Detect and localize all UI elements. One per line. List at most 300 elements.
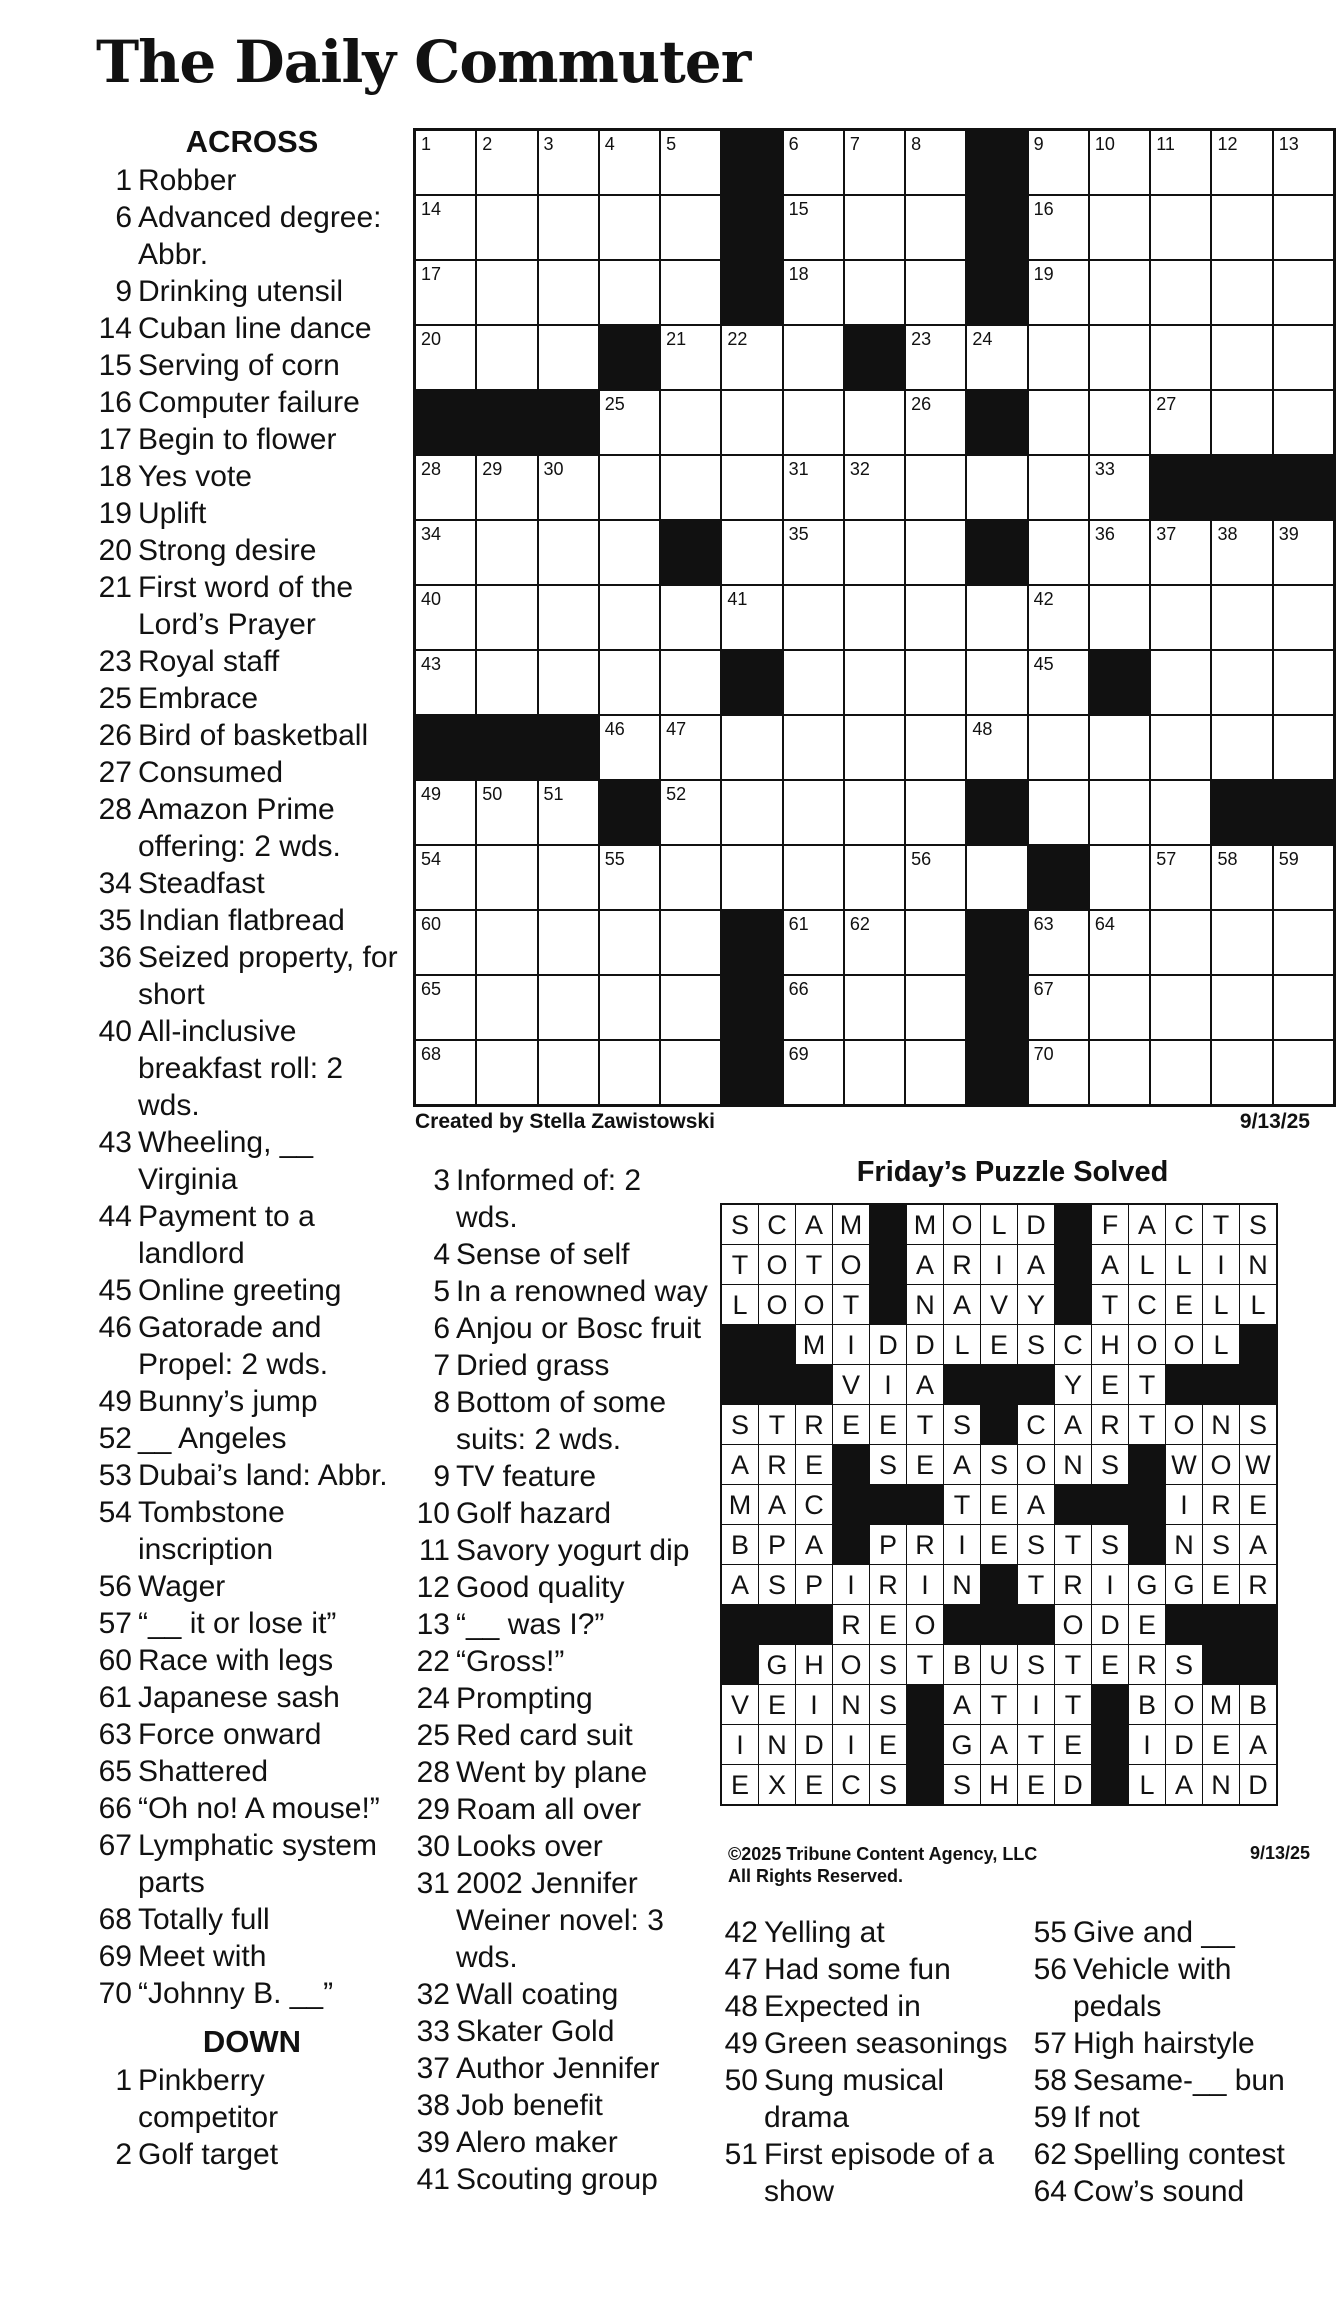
grid-cell[interactable]	[905, 715, 966, 780]
solved-letter: A	[796, 1204, 833, 1245]
grid-cell[interactable]	[1089, 845, 1150, 910]
grid-cell[interactable]	[1150, 975, 1211, 1040]
grid-cell[interactable]	[844, 390, 905, 455]
clue-item	[92, 1716, 412, 1753]
clue-item	[1027, 2173, 1327, 2210]
grid-cell[interactable]	[844, 845, 905, 910]
solved-letter: R	[1055, 1565, 1092, 1605]
clue-text: Wager	[138, 1570, 226, 1603]
solved-letter: C	[759, 1204, 796, 1245]
clue-number: 56	[98, 1570, 132, 1603]
grid-cell[interactable]	[476, 195, 537, 260]
clue-item	[410, 2087, 710, 2124]
grid-cell[interactable]	[1028, 975, 1089, 1040]
grid-cell[interactable]	[1273, 715, 1335, 780]
grid-cell[interactable]	[660, 650, 721, 715]
grid-cell[interactable]	[1150, 715, 1211, 780]
grid-cell[interactable]	[660, 715, 721, 780]
grid-cell[interactable]	[1150, 910, 1211, 975]
grid-cell[interactable]	[660, 975, 721, 1040]
black-square	[1273, 780, 1335, 845]
clue-item	[92, 902, 412, 939]
grid-cell[interactable]	[783, 390, 844, 455]
grid-cell[interactable]	[721, 325, 782, 390]
grid-cell[interactable]	[538, 1040, 599, 1106]
clue-item	[92, 717, 412, 754]
grid-cell[interactable]	[783, 910, 844, 975]
clue-text: Gatorade and Propel: 2 wds.	[138, 1311, 329, 1381]
clue-text: Prompting	[456, 1682, 593, 1715]
solved-letter: T	[721, 1245, 759, 1285]
grid-cell[interactable]	[1211, 715, 1272, 780]
grid-cell[interactable]	[1211, 845, 1272, 910]
grid-cell[interactable]	[538, 130, 599, 196]
grid-cell[interactable]	[844, 780, 905, 845]
grid-cell[interactable]	[1273, 130, 1335, 196]
grid-cell[interactable]	[844, 585, 905, 650]
grid-cell[interactable]	[660, 390, 721, 455]
grid-cell[interactable]	[538, 845, 599, 910]
cell-number: 33	[1094, 459, 1115, 479]
grid-cell[interactable]	[1089, 455, 1150, 520]
grid-cell[interactable]	[1028, 1040, 1089, 1106]
grid-cell[interactable]	[476, 520, 537, 585]
clue-text: Pinkberry competitor	[138, 2064, 279, 2134]
grid-cell[interactable]	[1089, 195, 1150, 260]
rights-line: All Rights Reserved.	[728, 1866, 904, 1886]
solved-letter: A	[759, 1485, 796, 1525]
grid-cell[interactable]	[1089, 1040, 1150, 1106]
grid-cell[interactable]	[415, 650, 477, 715]
solved-letter: E	[721, 1765, 759, 1806]
grid-cell[interactable]	[660, 845, 721, 910]
grid-cell[interactable]	[1273, 390, 1335, 455]
grid-cell[interactable]	[1089, 130, 1150, 196]
grid-cell[interactable]	[476, 910, 537, 975]
black-square	[1129, 1485, 1166, 1525]
grid-cell[interactable]	[599, 715, 660, 780]
grid-cell[interactable]	[721, 455, 782, 520]
solved-letter: H	[981, 1765, 1018, 1806]
grid-cell[interactable]	[415, 455, 477, 520]
clue-number: 1	[115, 164, 132, 197]
grid-cell[interactable]	[476, 455, 537, 520]
solved-letter: S	[1018, 1325, 1055, 1365]
grid-cell[interactable]	[966, 585, 1027, 650]
grid-cell[interactable]	[476, 1040, 537, 1106]
grid-cell[interactable]	[783, 715, 844, 780]
grid-cell[interactable]	[1150, 585, 1211, 650]
grid-cell[interactable]	[844, 975, 905, 1040]
solved-letter: L	[1203, 1325, 1240, 1365]
grid-cell[interactable]	[1273, 1040, 1335, 1106]
grid-cell[interactable]	[905, 585, 966, 650]
grid-cell[interactable]	[1150, 845, 1211, 910]
grid-cell[interactable]	[415, 780, 477, 845]
black-square	[944, 1365, 981, 1405]
grid-cell[interactable]	[599, 910, 660, 975]
solved-letter: L	[721, 1285, 759, 1325]
grid-cell[interactable]	[721, 390, 782, 455]
grid-cell[interactable]	[415, 1040, 477, 1106]
clue-number: 24	[416, 1682, 450, 1715]
grid-cell[interactable]	[538, 585, 599, 650]
grid-cell[interactable]	[783, 130, 844, 196]
grid-cell[interactable]	[1211, 195, 1272, 260]
clue-item	[1027, 2136, 1327, 2173]
grid-cell[interactable]	[905, 520, 966, 585]
grid-cell[interactable]	[783, 975, 844, 1040]
grid-cell[interactable]	[1150, 780, 1211, 845]
grid-cell[interactable]	[599, 455, 660, 520]
cell-number: 64	[1094, 914, 1115, 934]
clue-item	[92, 1124, 412, 1198]
grid-cell[interactable]	[1211, 325, 1272, 390]
clue-item	[410, 1569, 710, 1606]
grid-cell[interactable]	[1028, 260, 1089, 325]
grid-cell[interactable]	[1211, 585, 1272, 650]
grid-cell[interactable]	[660, 780, 721, 845]
clue-number: 67	[98, 1829, 132, 1862]
grid-cell[interactable]	[599, 260, 660, 325]
clue-item	[92, 421, 412, 458]
grid-cell[interactable]	[660, 260, 721, 325]
grid-cell[interactable]	[538, 195, 599, 260]
solved-letter: G	[944, 1725, 981, 1765]
grid-cell[interactable]	[476, 845, 537, 910]
grid-cell[interactable]	[1150, 1040, 1211, 1106]
grid-cell[interactable]	[660, 325, 721, 390]
grid-cell[interactable]	[599, 130, 660, 196]
clue-number: 52	[98, 1422, 132, 1455]
grid-cell[interactable]	[1028, 780, 1089, 845]
clue-item	[92, 1494, 412, 1568]
black-square	[759, 1325, 796, 1365]
clue-item	[92, 347, 412, 384]
grid-cell[interactable]	[415, 975, 477, 1040]
grid-cell[interactable]	[1273, 325, 1335, 390]
black-square	[1129, 1445, 1166, 1485]
grid-cell[interactable]	[905, 1040, 966, 1106]
grid-cell[interactable]	[783, 520, 844, 585]
grid-cell[interactable]	[1150, 325, 1211, 390]
grid-cell[interactable]	[844, 520, 905, 585]
clue-number: 27	[98, 756, 132, 789]
solved-letter: C	[833, 1765, 870, 1806]
grid-cell[interactable]	[1028, 650, 1089, 715]
grid-cell[interactable]	[660, 585, 721, 650]
clue-number: 22	[416, 1645, 450, 1678]
black-square	[907, 1725, 944, 1765]
grid-cell[interactable]	[1150, 130, 1211, 196]
grid-cell[interactable]	[844, 650, 905, 715]
solved-letter: C	[1129, 1285, 1166, 1325]
grid-cell[interactable]	[966, 650, 1027, 715]
grid-cell[interactable]	[538, 455, 599, 520]
clue-item	[92, 1753, 412, 1790]
grid-cell[interactable]	[783, 1040, 844, 1106]
grid-cell[interactable]	[905, 650, 966, 715]
grid-cell[interactable]	[599, 975, 660, 1040]
grid-cell[interactable]	[905, 845, 966, 910]
grid-cell[interactable]	[599, 390, 660, 455]
grid-cell[interactable]	[783, 845, 844, 910]
grid-cell[interactable]	[1028, 910, 1089, 975]
grid-cell[interactable]	[1089, 910, 1150, 975]
cell-number: 67	[1033, 979, 1054, 999]
grid-cell[interactable]	[905, 910, 966, 975]
grid-cell[interactable]	[905, 130, 966, 196]
clue-text: Race with legs	[138, 1644, 334, 1677]
grid-cell[interactable]	[1028, 585, 1089, 650]
grid-cell[interactable]	[1273, 195, 1335, 260]
solved-letter: I	[833, 1725, 870, 1765]
grid-cell[interactable]	[1273, 520, 1335, 585]
grid-cell[interactable]	[1211, 1040, 1272, 1106]
clue-text: Payment to a landlord	[138, 1200, 315, 1270]
black-square	[538, 715, 599, 780]
grid-cell[interactable]	[905, 975, 966, 1040]
clue-item	[92, 310, 412, 347]
grid-cell[interactable]	[844, 715, 905, 780]
grid-cell[interactable]	[1028, 130, 1089, 196]
clue-number: 56	[1033, 1953, 1067, 1986]
grid-cell[interactable]	[538, 910, 599, 975]
cell-number: 30	[543, 459, 564, 479]
grid-cell[interactable]	[1273, 650, 1335, 715]
cell-number: 13	[1278, 134, 1299, 154]
grid-cell[interactable]	[476, 780, 537, 845]
grid-cell[interactable]	[1089, 585, 1150, 650]
black-square	[599, 325, 660, 390]
grid-cell[interactable]	[415, 195, 477, 260]
clue-item	[92, 384, 412, 421]
grid-cell[interactable]	[415, 325, 477, 390]
grid-cell[interactable]	[1089, 520, 1150, 585]
black-square	[1092, 1725, 1129, 1765]
grid-cell[interactable]	[538, 260, 599, 325]
solved-letter: F	[1092, 1204, 1129, 1245]
grid-cell[interactable]	[1211, 130, 1272, 196]
solved-letter: C	[1018, 1405, 1055, 1445]
grid-cell[interactable]	[538, 520, 599, 585]
grid-cell[interactable]	[476, 130, 537, 196]
grid-cell[interactable]	[1150, 390, 1211, 455]
black-square	[1166, 1365, 1203, 1405]
grid-cell[interactable]	[1028, 195, 1089, 260]
grid-cell[interactable]	[538, 325, 599, 390]
grid-cell[interactable]	[1028, 325, 1089, 390]
clue-text: Japanese sash	[138, 1681, 340, 1714]
grid-cell[interactable]	[844, 910, 905, 975]
grid-cell[interactable]	[966, 715, 1027, 780]
grid-cell[interactable]	[476, 585, 537, 650]
black-square	[476, 715, 537, 780]
solved-letter: I	[944, 1525, 981, 1565]
clue-item	[410, 1791, 710, 1828]
grid-cell[interactable]	[905, 455, 966, 520]
grid-cell[interactable]	[660, 1040, 721, 1106]
grid-cell[interactable]	[966, 325, 1027, 390]
grid-cell[interactable]	[1273, 260, 1335, 325]
grid-cell[interactable]	[966, 845, 1027, 910]
grid-cell[interactable]	[476, 260, 537, 325]
grid-cell[interactable]	[783, 325, 844, 390]
grid-cell[interactable]	[599, 650, 660, 715]
clue-number: 37	[416, 2052, 450, 2085]
grid-cell[interactable]	[599, 195, 660, 260]
grid-cell[interactable]	[1089, 975, 1150, 1040]
grid-cell[interactable]	[721, 520, 782, 585]
clue-number: 55	[1033, 1916, 1067, 1949]
clue-text: “Johnny B. __”	[138, 1977, 334, 2010]
black-square	[966, 520, 1027, 585]
grid-cell[interactable]	[1089, 780, 1150, 845]
grid-cell[interactable]	[1150, 520, 1211, 585]
clue-item	[410, 1680, 710, 1717]
solved-letter: O	[833, 1245, 870, 1285]
grid-cell[interactable]	[1089, 325, 1150, 390]
grid-cell[interactable]	[905, 780, 966, 845]
grid-cell[interactable]	[1211, 975, 1272, 1040]
solved-letter: R	[907, 1525, 944, 1565]
grid-cell[interactable]	[783, 195, 844, 260]
grid-cell[interactable]	[1028, 715, 1089, 780]
grid-cell[interactable]	[599, 845, 660, 910]
grid-cell[interactable]	[1150, 650, 1211, 715]
solved-letter: E	[1092, 1645, 1129, 1685]
grid-cell[interactable]	[844, 130, 905, 196]
grid-cell[interactable]	[538, 975, 599, 1040]
grid-cell[interactable]	[721, 585, 782, 650]
solved-letter: S	[721, 1405, 759, 1445]
grid-cell[interactable]	[476, 650, 537, 715]
grid-cell[interactable]	[1273, 975, 1335, 1040]
grid-cell[interactable]	[660, 195, 721, 260]
cell-number: 9	[1033, 134, 1044, 154]
black-square	[721, 1365, 759, 1405]
clue-text: “Gross!”	[456, 1645, 565, 1678]
solved-letter: S	[1092, 1445, 1129, 1485]
grid-cell[interactable]	[660, 130, 721, 196]
grid-cell[interactable]	[905, 195, 966, 260]
grid-cell[interactable]	[476, 975, 537, 1040]
clue-text: Golf hazard	[456, 1497, 612, 1530]
grid-cell[interactable]	[599, 520, 660, 585]
across-clues	[92, 122, 412, 2012]
grid-cell[interactable]	[1089, 715, 1150, 780]
cell-number: 37	[1156, 524, 1177, 544]
clue-text: Anjou or Bosc fruit	[456, 1312, 702, 1345]
black-square	[721, 1645, 759, 1685]
clue-number: 30	[416, 1830, 450, 1863]
grid-cell[interactable]	[538, 780, 599, 845]
grid-cell[interactable]	[844, 1040, 905, 1106]
black-square	[1240, 1605, 1278, 1645]
grid-cell[interactable]	[415, 260, 477, 325]
clue-item	[410, 1865, 710, 1976]
grid-cell[interactable]	[415, 845, 477, 910]
grid-cell[interactable]	[1211, 650, 1272, 715]
black-square	[1203, 1645, 1240, 1685]
grid-cell[interactable]	[844, 260, 905, 325]
clue-item	[1027, 1914, 1327, 1951]
black-square	[907, 1765, 944, 1806]
grid-cell[interactable]	[415, 910, 477, 975]
clue-item	[1027, 2025, 1327, 2062]
grid-cell[interactable]	[844, 195, 905, 260]
grid-cell[interactable]	[1211, 260, 1272, 325]
grid-cell[interactable]	[783, 455, 844, 520]
grid-cell[interactable]	[1211, 910, 1272, 975]
grid-cell[interactable]	[538, 650, 599, 715]
grid-cell[interactable]	[1089, 260, 1150, 325]
grid-cell[interactable]	[599, 1040, 660, 1106]
cell-number: 3	[543, 134, 554, 154]
grid-cell[interactable]	[783, 260, 844, 325]
grid-cell[interactable]	[660, 910, 721, 975]
grid-cell[interactable]	[783, 780, 844, 845]
black-square	[981, 1365, 1018, 1405]
grid-cell[interactable]	[1028, 390, 1089, 455]
solved-letter: T	[907, 1405, 944, 1445]
solved-letter: N	[944, 1565, 981, 1605]
grid-cell[interactable]	[415, 130, 477, 196]
grid-cell[interactable]	[905, 390, 966, 455]
clue-item	[92, 199, 412, 273]
grid-cell[interactable]	[476, 325, 537, 390]
grid-cell[interactable]	[660, 455, 721, 520]
grid-cell[interactable]	[1211, 520, 1272, 585]
grid-cell[interactable]	[1089, 390, 1150, 455]
solved-letter: O	[759, 1245, 796, 1285]
grid-cell[interactable]	[1150, 195, 1211, 260]
clue-text: In a renowned way	[456, 1275, 708, 1308]
grid-cell[interactable]	[905, 260, 966, 325]
grid-cell[interactable]	[415, 520, 477, 585]
grid-cell[interactable]	[1028, 455, 1089, 520]
clue-number: 47	[724, 1953, 758, 1986]
black-square	[721, 1605, 759, 1645]
clue-item	[92, 939, 412, 1013]
clue-number: 49	[724, 2027, 758, 2060]
grid-cell[interactable]	[1273, 910, 1335, 975]
grid-cell[interactable]	[1273, 585, 1335, 650]
solved-letter: A	[944, 1285, 981, 1325]
grid-cell[interactable]	[783, 585, 844, 650]
cell-number: 8	[911, 134, 922, 154]
grid-cell[interactable]	[905, 325, 966, 390]
grid-cell[interactable]	[783, 650, 844, 715]
solved-letter: L	[1240, 1285, 1278, 1325]
grid-cell[interactable]	[415, 585, 477, 650]
grid-cell[interactable]	[1211, 390, 1272, 455]
grid-cell[interactable]	[1028, 520, 1089, 585]
clue-text: Serving of corn	[138, 349, 340, 382]
grid-cell[interactable]	[721, 780, 782, 845]
grid-cell[interactable]	[1150, 260, 1211, 325]
grid-cell[interactable]	[966, 455, 1027, 520]
grid-cell[interactable]	[1273, 845, 1335, 910]
grid-cell[interactable]	[844, 455, 905, 520]
clue-number: 23	[98, 645, 132, 678]
cell-number: 69	[788, 1044, 809, 1064]
grid-cell[interactable]	[599, 585, 660, 650]
grid-cell[interactable]	[721, 715, 782, 780]
grid-cell[interactable]	[721, 845, 782, 910]
clue-item	[92, 1679, 412, 1716]
clue-number: 12	[416, 1571, 450, 1604]
